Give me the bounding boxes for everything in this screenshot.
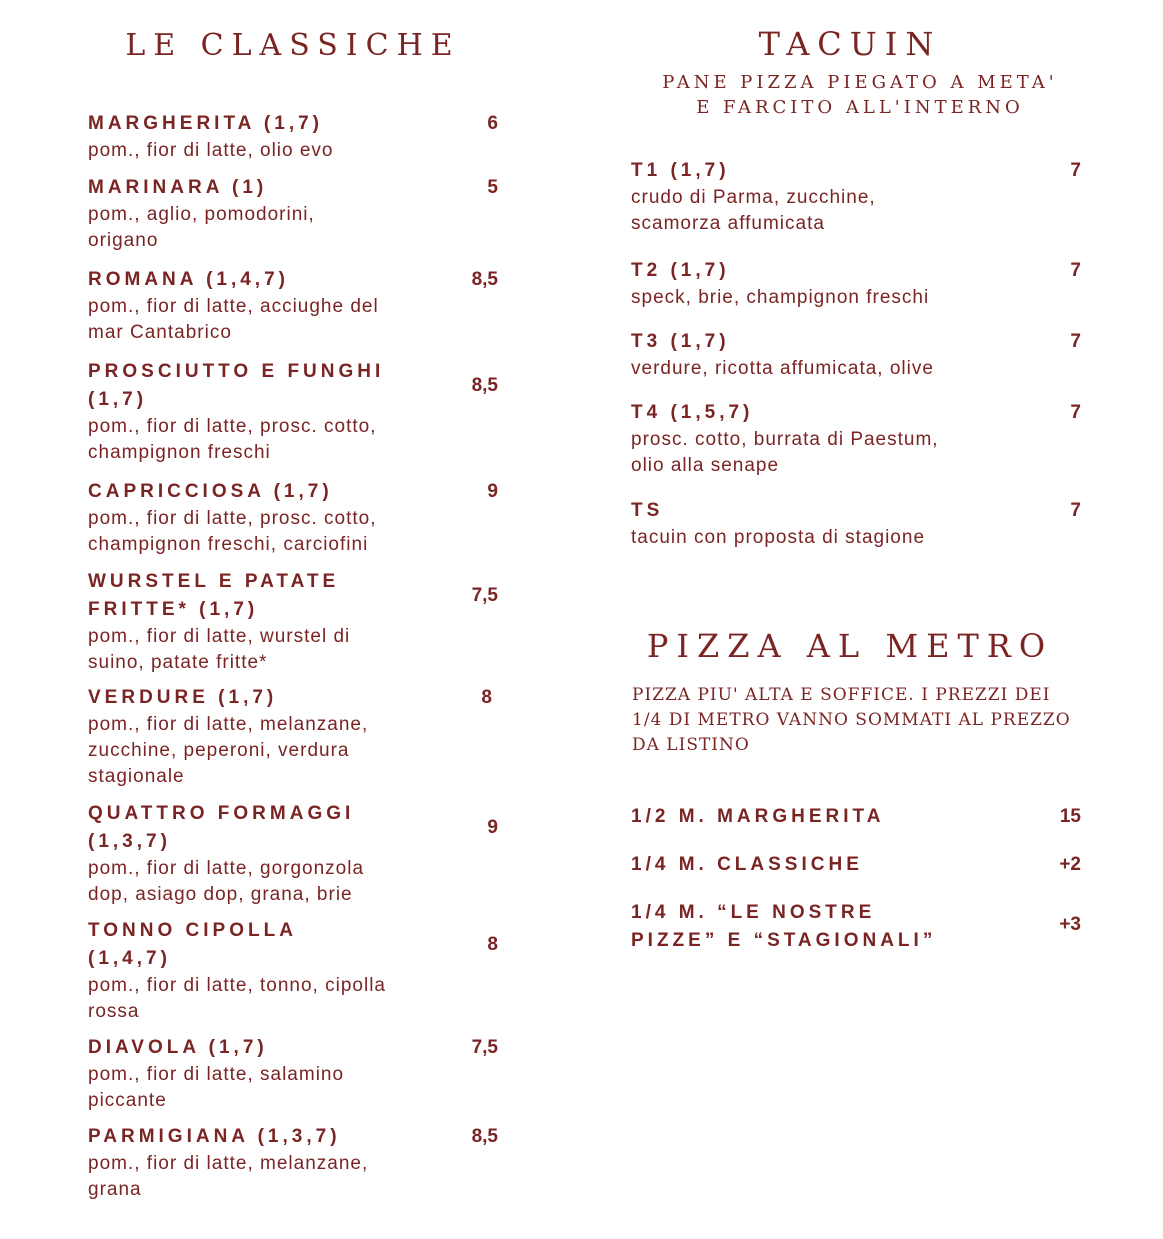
item-name: CAPRICCIOSA (1,7): [88, 481, 333, 502]
item-name: TONNO CIPOLLA (1,4,7): [88, 920, 297, 969]
item-price: 8,5: [471, 375, 498, 396]
item-price: 7: [1070, 331, 1081, 352]
item-description: pom., fior di latte, melanzane, zucchine, peperoni, verdura stagionale: [88, 714, 369, 787]
item-price: 5: [487, 177, 498, 198]
item-description: tacuin con proposta di stagione: [631, 527, 926, 548]
item-price: 8,5: [471, 269, 498, 290]
item-description: crudo di Parma, zucchine, scamorza affumicata: [631, 187, 876, 234]
item-price: 7: [1070, 160, 1081, 181]
item-description: prosc. cotto, burrata di Paestum, olio alla senape: [631, 429, 939, 476]
item-name: 1/4 M. CLASSICHE: [631, 854, 863, 875]
section-title-tacuin: TACUIN: [758, 25, 942, 63]
menu-item: [88, 478, 498, 568]
item-price: 8: [481, 687, 492, 708]
menu-item: [631, 328, 1081, 399]
menu-item: [88, 917, 498, 1034]
item-description: pom., fior di latte, prosc. cotto, champignon freschi, carciofini: [88, 508, 377, 555]
item-price: 7,5: [471, 585, 498, 606]
item-price: 6: [487, 113, 498, 134]
item-description: pom., aglio, pomodorini, origano: [88, 204, 315, 251]
item-price: 7,5: [471, 1037, 498, 1058]
item-description: pom., fior di latte, wurstel di suino, patate fritte*: [88, 626, 351, 673]
item-name: VERDURE (1,7): [88, 687, 278, 708]
item-name: TS: [631, 500, 664, 521]
menu-item: [631, 497, 1081, 557]
menu-item: [88, 174, 498, 266]
item-description: pom., fior di latte, olio evo: [88, 140, 334, 161]
menu-item: [631, 899, 1081, 959]
item-name: PROSCIUTTO E FUNGHI (1,7): [88, 361, 385, 410]
metro-note: PIZZA PIU' ALTA E SOFFICE. I PREZZI DEI 1/4 DI METRO VANNO SOMMATI AL PREZZO DA LISTINO: [632, 685, 1071, 755]
item-description: pom., fior di latte, tonno, cipolla rossa: [88, 975, 386, 1022]
tacuin-subtitle-line1: PANE PIZZA PIEGATO A META': [662, 72, 1058, 93]
item-name: QUATTRO FORMAGGI (1,3,7): [88, 803, 355, 852]
item-description: pom., fior di latte, gorgonzola dop, asiago dop, grana, brie: [88, 858, 365, 905]
item-price: +3: [1059, 914, 1081, 935]
item-name: PARMIGIANA (1,3,7): [88, 1126, 341, 1147]
item-price: 8: [487, 934, 498, 955]
item-description: speck, brie, champignon freschi: [631, 287, 930, 308]
menu-item: [88, 684, 498, 800]
item-name: MARINARA (1): [88, 177, 268, 198]
item-description: pom., fior di latte, melanzane, grana: [88, 1153, 369, 1200]
item-description: pom., fior di latte, salamino piccante: [88, 1064, 345, 1111]
item-price: 15: [1059, 806, 1081, 827]
menu-item: [631, 851, 1081, 899]
menu-item: [88, 110, 498, 174]
menu-item: [631, 399, 1081, 497]
item-name: MARGHERITA (1,7): [88, 113, 323, 134]
item-price: 8,5: [471, 1126, 498, 1147]
item-name: WURSTEL E PATATE FRITTE* (1,7): [88, 571, 340, 620]
item-price: 7: [1070, 500, 1081, 521]
item-name: T1 (1,7): [631, 160, 730, 181]
menu-item: [631, 803, 1081, 851]
tacuin-subtitle-line2: E FARCITO ALL'INTERNO: [696, 97, 1024, 118]
item-description: pom., fior di latte, acciughe del mar Cantabrico: [88, 296, 379, 343]
item-name: 1/2 M. MARGHERITA: [631, 806, 885, 827]
item-name: T2 (1,7): [631, 260, 730, 281]
classiche-list: [88, 110, 498, 1213]
menu-item: [88, 266, 498, 358]
menu-item: [88, 1123, 498, 1213]
item-name: T3 (1,7): [631, 331, 730, 352]
section-title-metro: PIZZA AL METRO: [646, 627, 1054, 665]
item-price: 9: [487, 481, 498, 502]
tacuin-list: [631, 157, 1081, 557]
item-name: 1/4 M. “LE NOSTRE PIZZE” E “STAGIONALI”: [631, 902, 937, 951]
item-price: +2: [1059, 854, 1081, 875]
item-description: verdure, ricotta affumicata, olive: [631, 358, 934, 379]
item-price: 9: [487, 817, 498, 838]
item-name: T4 (1,5,7): [631, 402, 754, 423]
item-description: pom., fior di latte, prosc. cotto, champignon freschi: [88, 416, 377, 463]
metro-list: [631, 803, 1081, 959]
item-price: 7: [1070, 260, 1081, 281]
menu-item: [631, 257, 1081, 328]
item-price: 7: [1070, 402, 1081, 423]
tacuin-subtitle: [620, 70, 1100, 120]
menu-item: [631, 157, 1081, 257]
menu-item: [88, 568, 498, 684]
item-name: DIAVOLA (1,7): [88, 1037, 268, 1058]
menu-item: [88, 358, 498, 478]
item-name: ROMANA (1,4,7): [88, 269, 289, 290]
section-title-classiche: LE CLASSICHE: [125, 28, 461, 63]
menu-item: [88, 1034, 498, 1123]
menu-item: [88, 800, 498, 917]
